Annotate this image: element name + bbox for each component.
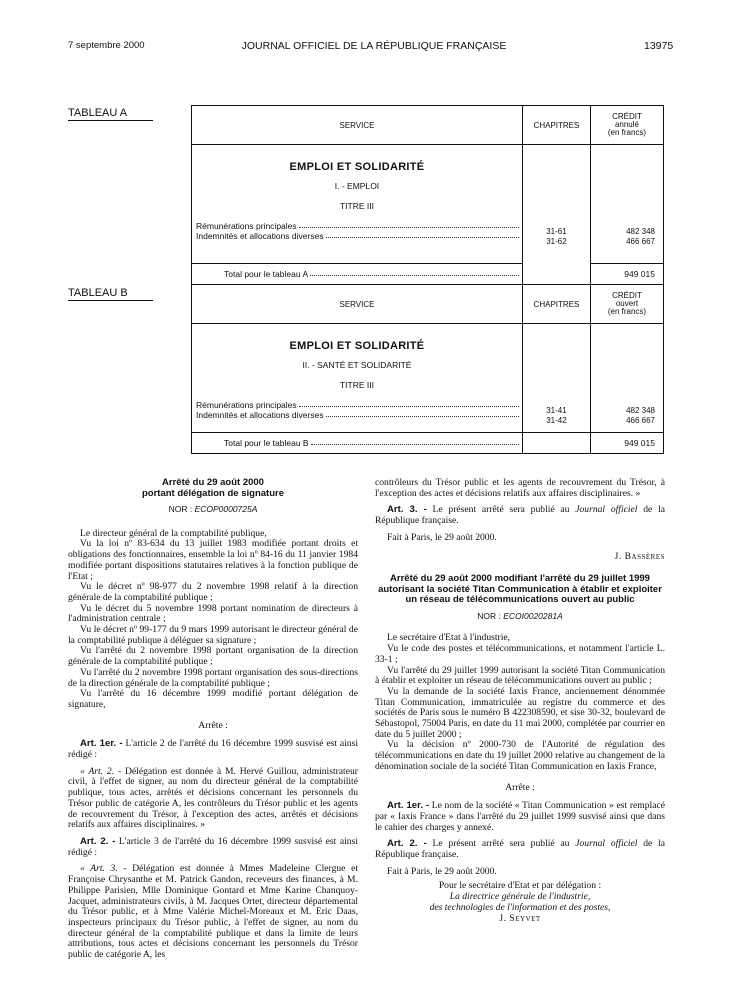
tableau-b: [191, 284, 664, 454]
arrete-heading: Arrête :: [198, 719, 228, 731]
header-page-number: 13975: [644, 40, 674, 52]
total-row: Total pour le tableau A: [192, 264, 523, 285]
chapitres-cell: 31-61 31-62: [522, 145, 590, 264]
article-1: Art. 1er. - Le nom de la société « Titan Communication » est remplacé par « Iaxis France » dans l'arrêté du 29 juillet 1999 susvisé ainsi que dans le cahier des charges y annexé.: [375, 800, 665, 833]
paragraph: Le secrétaire d'Etat à l'industrie,: [387, 632, 511, 644]
director-line: des technologies de l'information et des postes,: [429, 901, 611, 913]
tableau-a-label: TABLEAU A: [68, 107, 153, 121]
section-title: II. - SANTÉ ET SOLIDARITÉ: [302, 360, 412, 370]
paragraph: Vu l'arrêté du 16 décembre 1999 modifié portant délégation de signature,: [68, 688, 358, 710]
left-column: [68, 478, 358, 961]
signature-date: Fait à Paris, le 29 août 2000.: [387, 865, 497, 877]
paragraph: Vu le code des postes et télécommunications, et notamment l'article L. 33-1 ;: [375, 643, 665, 665]
arrete-heading: Arrête :: [505, 781, 535, 793]
nor-reference: NOR : ECOI0020281A: [477, 610, 563, 621]
paragraph: Vu le décret du 5 novembre 1998 portant nomination de directeurs à l'administration centrale ;: [68, 602, 358, 625]
header-date: 7 septembre 2000: [68, 40, 145, 51]
section-title: I. - EMPLOI: [334, 181, 380, 191]
paragraph: Vu la décision nº 2000-730 de l'Autorité de régulation des télécommunications en date du 19 juillet 2000 relative au changement de la dénomination sociale de la société Titan Communication en Iaxis France,: [375, 739, 665, 772]
col-service: SERVICE: [192, 285, 523, 324]
credit-cell: 482 348 466 667: [590, 324, 663, 433]
paragraph: Le directeur général de la comptabilité publique,: [80, 527, 267, 539]
table-row: Rémunérations principales: [192, 400, 522, 410]
ministry-title: EMPLOI ET SOLIDARITÉ: [289, 161, 425, 173]
col-service: SERVICE: [192, 106, 523, 145]
quoted-article-2: « Art. 2. - Délégation est donnée à M. Hervé Guillou, administrateur civil, à l'effet de signer, au nom du directeur général de la comptabilité publique, tous actes, arrêtés et décisions concernant les personnels du Trésor public de catégorie A, les contrôleurs du Trésor public et les agents de recouvrement du Trésor, à l'exception des actes, arrêtés et décisions relatifs aux affaires disciplinaires. »: [68, 765, 358, 831]
decree-title: Arrêté du 29 août 2000 modifiant l'arrêté du 29 juillet 1999 autorisant la société Titan Communication à établir et exploiter un réseau de télécommunications ouvert au public: [378, 573, 662, 606]
table-row: Indemnités et allocations diverses: [192, 231, 522, 241]
titre-label: TITRE III: [339, 201, 374, 211]
delegation-line: Pour le secrétaire d'Etat et par délégation :: [438, 880, 602, 892]
col-chapitres: CHAPITRES: [522, 106, 590, 145]
total-row: Total pour le tableau B: [192, 433, 523, 454]
quoted-article-3: « Art. 3. - Délégation est donnée à Mmes Madeleine Clergue et Françoise Chrysanthe et M. Patrick Gandon, receveurs des finances, à M. Philippe Parisien, Mlle Dominique Gontard et Mme Karine Chanquoy-Jacquet, administrateurs civils, à M. Jacques Ortet, directeur départemental du Trésor public, et à Mme Valérie Michel-Moreaux et M. Eric Daas, inspecteurs principaux du Trésor public, à l'effet de signer, au nom du directeur général de la comptabilité publique et dans la limite de leurs attributions, tous actes et décisions concernant les personnels du Trésor public de catégorie A, les: [68, 863, 358, 961]
signature-name: J. Bassères: [614, 550, 665, 562]
paragraph: Vu l'arrêté du 29 juillet 1999 autorisant la société Titan Communication à établir et exploiter un réseau de télécommunications ouvert au public ;: [375, 664, 665, 687]
header-journal-title: JOURNAL OFFICIEL DE LA RÉPUBLIQUE FRANÇAISE: [241, 40, 507, 52]
service-cell: [192, 145, 523, 264]
right-column: [375, 478, 665, 924]
table-row: Rémunérations principales: [192, 221, 522, 231]
article-2: Art. 2. - L'article 3 de l'arrêté du 16 décembre 1999 susvisé est ainsi rédigé :: [68, 835, 358, 858]
paragraph: Vu l'arrêté du 2 novembre 1998 portant organisation des sous-directions de la direction générale de la comptabilité publique ;: [68, 666, 358, 689]
col-chapitres: CHAPITRES: [522, 285, 590, 324]
paragraph: contrôleurs du Trésor public et les agents de recouvrement du Trésor, à l'exception des actes et décisions relatifs aux affaires disciplinaires. »: [375, 477, 665, 499]
credit-cell: 482 348 466 667: [590, 145, 663, 264]
total-value: 949 015: [590, 264, 663, 285]
paragraph: Vu le décret nº 99-177 du 9 mars 1999 autorisant le directeur général de la comptabilité publique à déléguer sa signature ;: [68, 624, 358, 646]
article-1: Art. 1er. - L'article 2 de l'arrêté du 16 décembre 1999 susvisé est ainsi rédigé :: [68, 738, 358, 761]
paragraph: Vu le décret nº 98-977 du 2 novembre 1998 relatif à la direction générale de la comptabilité publique ;: [68, 581, 358, 603]
table-row: Indemnités et allocations diverses: [192, 410, 522, 420]
decree-title: Arrêté du 29 août 2000: [162, 477, 264, 488]
chapitres-cell: 31-41 31-42: [522, 324, 590, 433]
titre-label: TITRE III: [339, 380, 374, 390]
ministry-title: EMPLOI ET SOLIDARITÉ: [289, 340, 425, 352]
tableau-a: [191, 105, 664, 285]
nor-reference: NOR : ECOP0000725A: [168, 504, 258, 514]
paragraph: Vu l'arrêté du 2 novembre 1998 portant organisation de la direction générale de la comptabilité publique ;: [68, 645, 358, 668]
article-3: Art. 3. - Le présent arrêté sera publié au Journal officiel de la République française.: [375, 504, 665, 527]
total-value: 949 015: [590, 433, 663, 454]
tableau-b-label: TABLEAU B: [68, 287, 153, 301]
director-line: La directrice générale de l'industrie,: [449, 891, 591, 903]
article-2: Art. 2. - Le présent arrêté sera publié au Journal officiel de la République française.: [375, 838, 665, 861]
paragraph: Vu la loi nº 83-634 du 13 juillet 1983 modifiée portant droits et obligations des fonctionnaires, ensemble la loi nº 84-16 du 11 janvier 1984 modifiée portant dispositions statutaires relatives à la fonction publique de l'Etat ;: [68, 538, 358, 582]
service-cell: [192, 324, 523, 433]
col-credit: CRÉDIT annulé (en francs): [590, 106, 663, 145]
signature-date: Fait à Paris, le 29 août 2000.: [387, 531, 497, 543]
decree-subtitle: portant délégation de signature: [142, 487, 284, 499]
col-credit: CRÉDIT ouvert (en francs): [590, 285, 663, 324]
signature-name: J. Seyvet: [499, 912, 541, 924]
paragraph: Vu la demande de la société Iaxis France, anciennement dénommée Titan Communication, immatriculée au registre du commerce et des sociétés de Paris sous le numéro B 422308590, et sise 30-32, boulevard de Sébastopol, 75004 Paris, en date du 11 mai 2000, complétée par courrier en date du 5 juillet 2000 ;: [375, 685, 665, 740]
